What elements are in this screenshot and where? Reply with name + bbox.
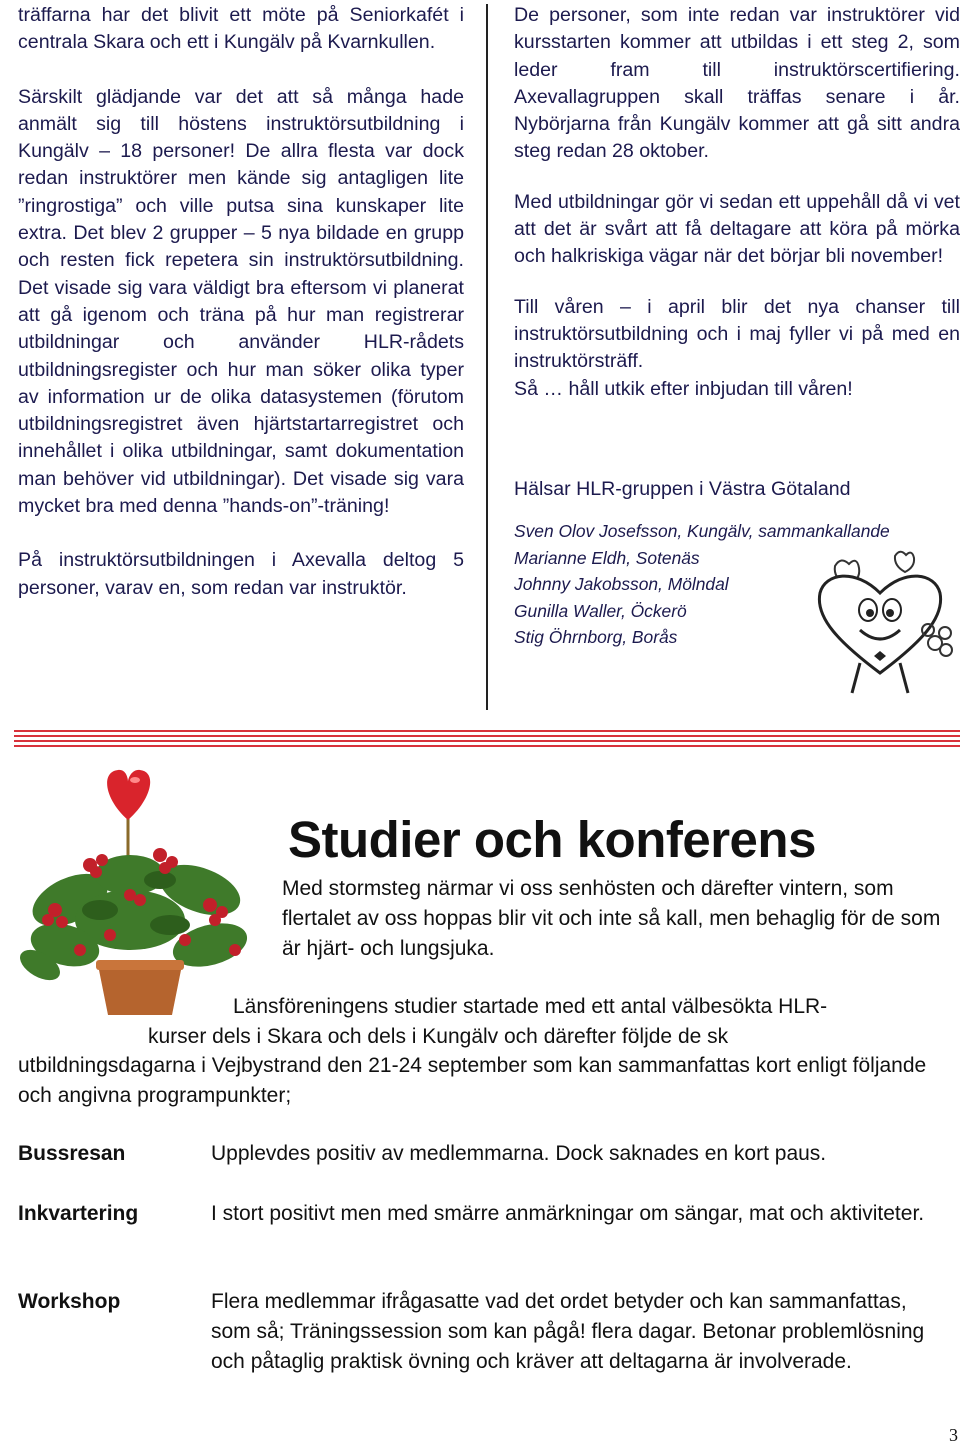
program-item-text: I stort positivt men med smärre anmärkningar om sängar, mat och aktiviteter. [211,1202,925,1225]
paragraph: träffarna har det blivit ett möte på Seniorkafét i centrala Skara och ett i Kungälv på Kvarnkullen. [18,4,464,54]
body-line: Länsföreningens studier startade med ett antal välbesökta HLR- [233,995,828,1018]
section-body [18,992,948,1111]
page-number: 3 [949,1425,958,1445]
paragraph: De personer, som inte redan var instruktörer vid kursstarten kommer att utbildas i ett steg 2, som leder fram till instruktörscertifiering. Axevallagruppen skall träffas senare i år. Nybörjarna från Kungälv kommer att gå sitt andra steg redan 28 oktober. [514,4,960,163]
program-item-label: Inkvartering [18,1202,139,1225]
signature: Stig Öhrnborg, Borås [514,627,678,647]
cartoon-heart-icon [800,548,960,698]
signature: Johnny Jakobsson, Mölndal [514,574,729,594]
column-divider [486,4,488,710]
paragraph: Till våren – i april blir det nya chanser till instruktörsutbildning och i maj fyller vi på med en instruktörsträff. [514,295,960,373]
section-intro: Med stormsteg närmar vi oss senhösten och därefter vintern, som flertalet av oss hoppas blir vit och inte så kall, men behaglig för de som är hjärt- och lungsjuka. [282,877,941,960]
left-column [18,2,464,602]
program-item-text: Flera medlemmar ifrågasatte vad det ordet betyder och kan sammanfattas, som så; Träningssession som kan pågå! flera dagar. Betonar problemlösning och påtaglig praktisk övning och kräver att deltagarna är involverade. [211,1290,925,1373]
flower-pot-icon [10,760,280,1022]
program-item-label: Workshop [18,1290,121,1313]
body-line: utbildningsdagarna i Vejbystrand den 21-24 september som kan sammanfattas kort enligt följande och angivna programpunkter; [18,1054,927,1108]
program-item-label: Bussresan [18,1142,126,1165]
paragraph: Så … håll utkik efter inbjudan till våren! [514,377,853,400]
decorative-rule [14,730,960,750]
paragraph: På instruktörsutbildningen i Axevalla deltog 5 personer, varav en, som redan var instruktör. [18,549,464,599]
paragraph: Särskilt glädjande var det att så många hade anmält sig till höstens instruktörsutbildning i Kungälv – 18 personer! De allra flesta var dock redan instruktörer men kände sig antagligen lite ”ringrostiga” och ville putsa sina kunskaper lite extra. Det blev 2 grupper – 5 nya bildade en grupp och resten fick repetera sin instruktörsutbildning. Det visade sig vara väldigt bra eftersom vi planerat att gå igenom och träna på hur man registrerar utbildningar och använder HLR-rådets utbildningsregister och hur man söker olika typer av information ur de olika datasystemen (förutom utbildningsregistret även hjärtstartarregistret och innehållet i olika utbildningar, samt dokumentation man behöver vid utbildningar). Det visade sig vara mycket bra med denna ”hands-on”-träning! [18,85,464,518]
right-column [514,2,960,403]
paragraph: Med utbildningar gör vi sedan ett uppehåll då vi vet att det är svårt att få deltagare att köra på mörka och halkriskiga vägar när det börjar bli november! [514,190,960,268]
section-heading: Studier och konferens [288,811,816,868]
signature: Sven Olov Josefsson, Kungälv, sammankallande [514,521,890,541]
greeting: Hälsar HLR-gruppen i Västra Götaland [514,478,851,500]
program-item-text: Upplevdes positiv av medlemmarna. Dock saknades en kort paus. [211,1142,827,1165]
signature: Gunilla Waller, Öckerö [514,600,687,621]
body-line: kurser dels i Skara och dels i Kungälv och därefter följde de sk [148,1024,729,1048]
signature: Marianne Eldh, Sotenäs [514,547,700,568]
